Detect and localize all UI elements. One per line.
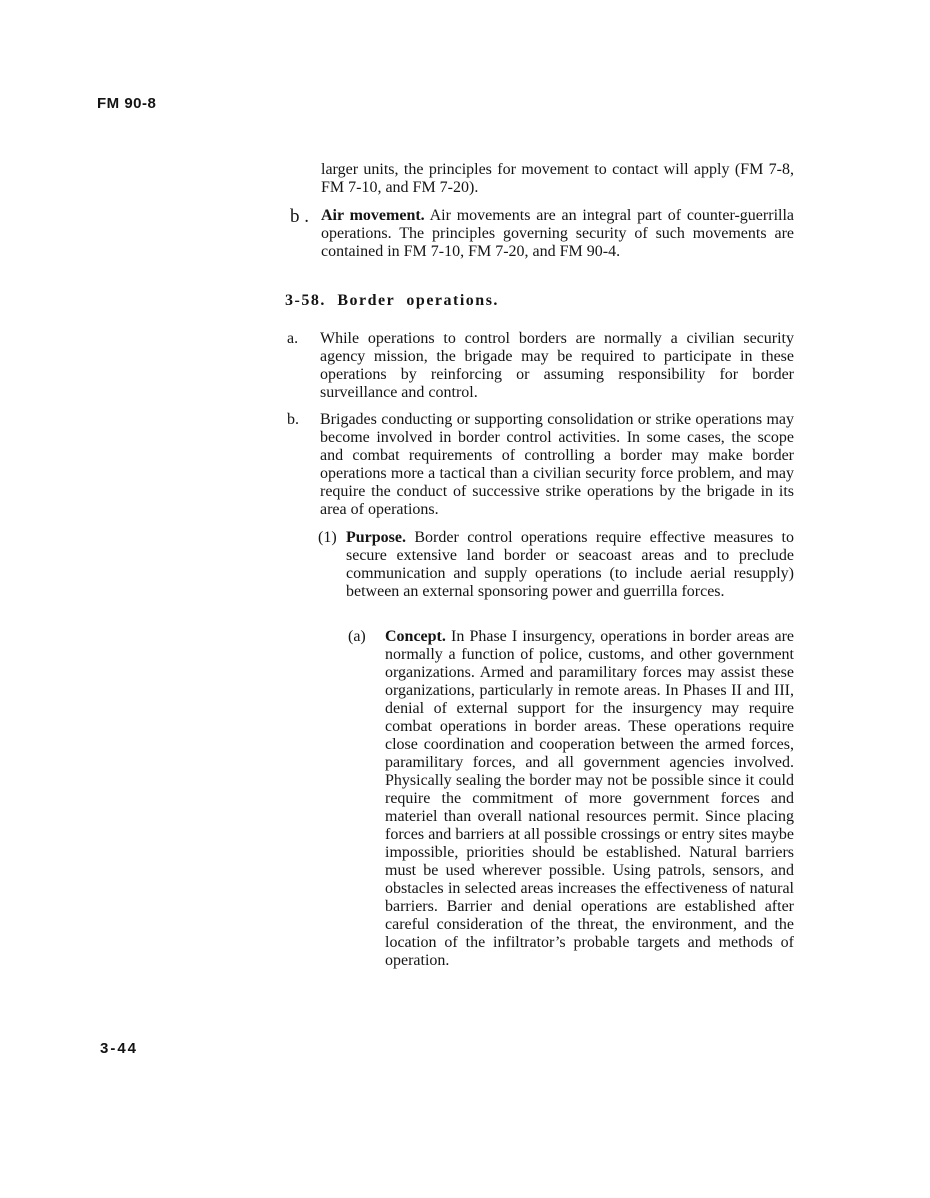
sub-a-marker: (a) xyxy=(348,628,366,645)
item-a-paragraph: While operations to control borders are normally a civilian security agency mission, the brigade may be required to participate in these operations by reinforcing or assuming responsibility for border surveillance and control. xyxy=(320,330,794,401)
page-header: FM 90-8 xyxy=(97,95,157,112)
page-number: 3-44 xyxy=(100,1040,139,1057)
sub-1-marker: (1) xyxy=(318,529,337,546)
air-movement-paragraph xyxy=(321,207,794,261)
purpose-paragraph xyxy=(346,529,794,601)
purpose-text: Border control operations require effective measures to secure extensive land border or seacoast areas and to preclude communication and supply operations (to include aerial resupply) between an external sponsoring power and guerrilla forces. xyxy=(346,529,794,600)
purpose-title: Purpose. xyxy=(346,529,406,546)
item-a-marker: a. xyxy=(287,330,299,347)
air-movement-title: Air movement. xyxy=(321,207,425,224)
section-heading: 3-58. Border operations. xyxy=(285,292,499,309)
concept-text: In Phase I insurgency, operations in border areas are normally a function of police, customs, and other government organizations. Armed and paramilitary forces may assist these organizations, particularly in remote areas. In Phases II and III, denial of external support for the insurgency may require combat operations in border areas. These operations require close coordination and cooperation between the armed forces, paramilitary forces, and all government agencies involved. Physically sealing the border may not be possible since it could require the commitment of more government forces and materiel than overall national resources permit. Since placing forces and barriers at all possible crossings or entry sites maybe impossible, priorities should be established. Natural barriers must be used wherever possible. Using patrols, sensors, and obstacles in selected areas increases the effectiveness of natural barriers. Barrier and denial operations are established after careful consideration of the threat, the environment, and the location of the infiltrator’s probable targets and methods of operation. xyxy=(385,628,794,969)
concept-paragraph xyxy=(385,628,794,970)
concept-title: Concept. xyxy=(385,628,446,645)
air-movement-text: Air movements are an integral part of counter-guerrilla operations. The principles governing security of such movements are contained in FM 7-10, FM 7-20, and FM 90-4. xyxy=(321,207,795,260)
item-b-marker-2: b. xyxy=(287,411,299,428)
continuation-paragraph: larger units, the principles for movement to contact will apply (FM 7-8, FM 7-10, and FM 7-20). xyxy=(321,161,794,196)
item-b-marker: b . xyxy=(290,206,309,227)
item-b-paragraph: Brigades conducting or supporting consolidation or strike operations may become involved in border control activities. In some cases, the scope and combat requirements of controlling a border may make border operations more a tactical than a civilian security force problem, and may require the conduct of successive strike operations by the brigade in its area of operations. xyxy=(320,411,794,518)
